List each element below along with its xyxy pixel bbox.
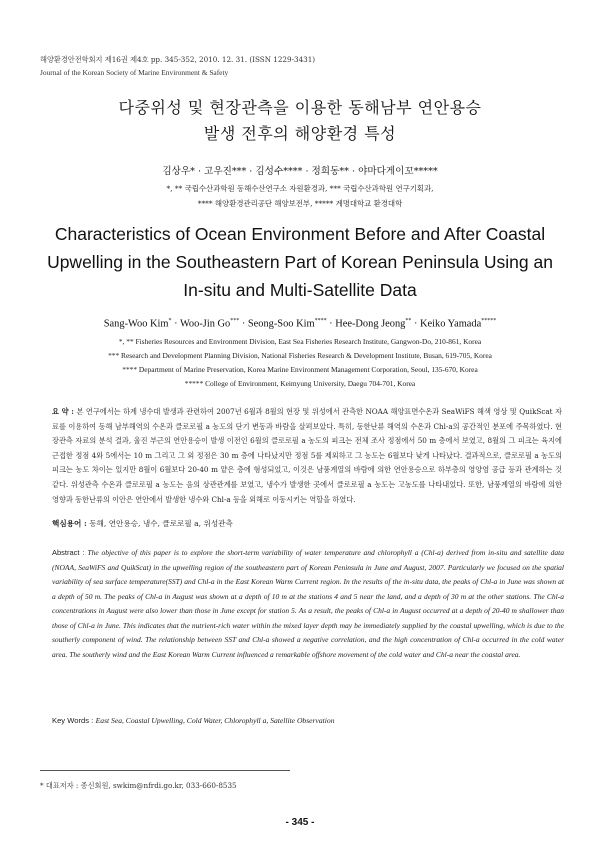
author-name: Sang-Woo Kim <box>103 318 169 330</box>
korean-authors: 김상우* · 고우진*** · 김성수**** · 정희동** · 야마다게이꼬***** <box>162 166 438 177</box>
author-mark: **** <box>314 318 327 324</box>
author-name: Woo-Jin Go <box>179 318 231 330</box>
korean-keywords-text: 동해, 연안용승, 냉수, 클로로필 a, 위성관측 <box>89 519 233 528</box>
korean-title-line2: 발생 전후의 해양환경 특성 <box>203 124 397 143</box>
author-separator: · <box>329 318 336 330</box>
english-title-line1: Characteristics of Ocean Environment Before and After Coastal <box>54 224 546 244</box>
author-mark: ***** <box>481 318 497 324</box>
english-affiliation-line4: ***** College of Environment, Keimyung University, Daegu 704-701, Korea <box>184 379 416 388</box>
english-keywords-label: Key Words : <box>52 716 94 725</box>
english-keywords <box>52 716 335 725</box>
korean-keywords <box>52 518 233 529</box>
author-name: Seong-Soo Kim <box>247 318 315 330</box>
english-keywords-text: East Sea, Coastal Upwelling, Cold Water, Chlorophyll a, Satellite Observation <box>95 716 335 725</box>
english-abstract <box>52 546 564 662</box>
journal-citation: 해양환경안전학회지 제16권 제4호 pp. 345-352, 2010. 12. 31. (ISSN 1229-3431) <box>40 55 316 64</box>
english-abstract-label: Abstract : <box>52 548 85 557</box>
korean-abstract <box>52 405 562 507</box>
english-affiliation-line1: *, ** Fisheries Resources and Environment Division, East Sea Fisheries Research Institute, Gangwon-Do, 210-861, Korea <box>118 337 482 346</box>
author-mark: *** <box>230 318 240 324</box>
page-number: - 345 - <box>285 817 315 828</box>
author-name: Hee-Dong Jeong <box>335 318 406 330</box>
english-abstract-text: The objective of this paper is to explore the short-term variability of water temperature and chlorophyll a (Chl-a) derived from in-situ and satellite data (NOAA, SeaWiFS and QuikScat) in the upwelling region of the southeastern part of Korean Peninsula in June and August, 2007. Particularly we focused on the spatial variability of sea surface temperature(SST) and Chl-a in the East Korean Warm Current region. In the results of the in-situ data, the peaks of Chl-a in June was shown at a depth of 50 m. The peaks of Chl-a in August was shown at a depth of 10 m at the stations 4 and 5 near the land, and a depth of 30 m at the other stations. The Chl-a concentrations in August were also lower than those in June except for station 5. As a result, the peaks of Chl-a in August occurred at a depth of 20-40 m shallower than those of Chl-a in June. This indicates that the nutrient-rich water within the mixed layer depth may be immediately supplied by the coastal upwelling, which is due to the southerly component of wind. The relationship between SST and Chl-a showed a negative correlation, and the high concentration of Chl-a occurred in the cold water area. The southerly wind and the East Korean Warm Current influenced a remarkable offshore movement of the cold water and Chl-a near the coastal area. <box>52 548 565 659</box>
journal-name: Journal of the Korean Society of Marine Environment & Safety <box>40 68 229 77</box>
english-affiliation-line3: **** Department of Marine Preservation, Korea Marine Environment Management Corporation, Seoul, 135-670, Korea <box>122 365 478 374</box>
korean-affiliation-line1: *, ** 국립수산과학원 동해수산연구소 자원환경과, *** 국립수산과학원 연구기획과, <box>166 184 434 193</box>
english-title-line3: In-situ and Multi-Satellite Data <box>183 280 417 300</box>
footnote-divider <box>40 770 290 771</box>
author-separator: · <box>413 318 421 330</box>
korean-keywords-label: 핵심용어 : <box>52 519 87 528</box>
author-mark: ** <box>405 318 412 324</box>
english-title-line2: Upwelling in the Southeastern Part of Korean Peninsula Using an <box>47 252 553 272</box>
author-separator: · <box>174 318 180 330</box>
author-separator: · <box>241 318 248 330</box>
korean-abstract-text: 본 연구에서는 하계 냉수대 발생과 관련하여 2007년 6월과 8월의 현장 및 위성에서 관측한 NOAA 해양표면수온과 SeaWiFS 해색 영상 및 QuikScat 자료를 이용하여 동해 남부해역의 수온과 클로로필 a 농도의 단기 변동과 바람을 살펴보았다. 특히, 동한난류 해역의 수온과 Chl-a의 공간적인 분포에 주목하였다. 현장관측 자료의 분석 결과, 울진 부근의 연안용승이 발생 이전인 6월의 클로로필 a 농도의 피크는 전체 조사 정점에서 50 m 층에서 보였고, 8월의 그 피크는 육지에 근접한 정점 4와 5에서는 10 m 그리고 그 외 정점은 30 m 층에 나타났지만 정점 5를 제외하고 그 농도는 6월보다 낮게 나타났다. 결과적으로, 클로로필 a 농도의 피크는 농도 차이는 있지만 8월이 6월보다 20-40 m 얕은 층에 형성되었고, 이것은 남풍계열의 바람에 의한 연안용승으로 하부층의 영양염 공급 등과 관계하는 것 같다. 위성관측 수온과 클로로필 a 농도는 음의 상관관계를 보였고, 냉수가 발생한 곳에서 클로로필 a 농도는 고농도를 나타내었다. 또한, 남풍계열의 바람에 의한 영향과 동한난류의 이안은 연안에서 발생한 냉수와 Chl-a 등을 외해로 이동시키는 역할을 하였다. <box>52 407 562 504</box>
author-mark: * <box>168 318 172 324</box>
korean-abstract-label: 요 약 : <box>52 407 74 416</box>
korean-title-line1: 다중위성 및 현장관측을 이용한 동해남부 연안용승 <box>118 98 482 117</box>
english-authors <box>0 318 600 329</box>
english-affiliation-line2: *** Research and Development Planning Division, National Fisheries Research & Development Institute, Busan, 619-705, Korea <box>108 351 492 360</box>
corresponding-author-footnote: * 대표저자 : 종신회원, swkim@nfrdi.go.kr, 033-660-8535 <box>40 781 237 790</box>
author-name: Keiko Yamada <box>420 318 482 330</box>
korean-affiliation-line2: **** 해양환경관리공단 해양보전부, ***** 계명대학교 환경대학 <box>197 199 403 208</box>
